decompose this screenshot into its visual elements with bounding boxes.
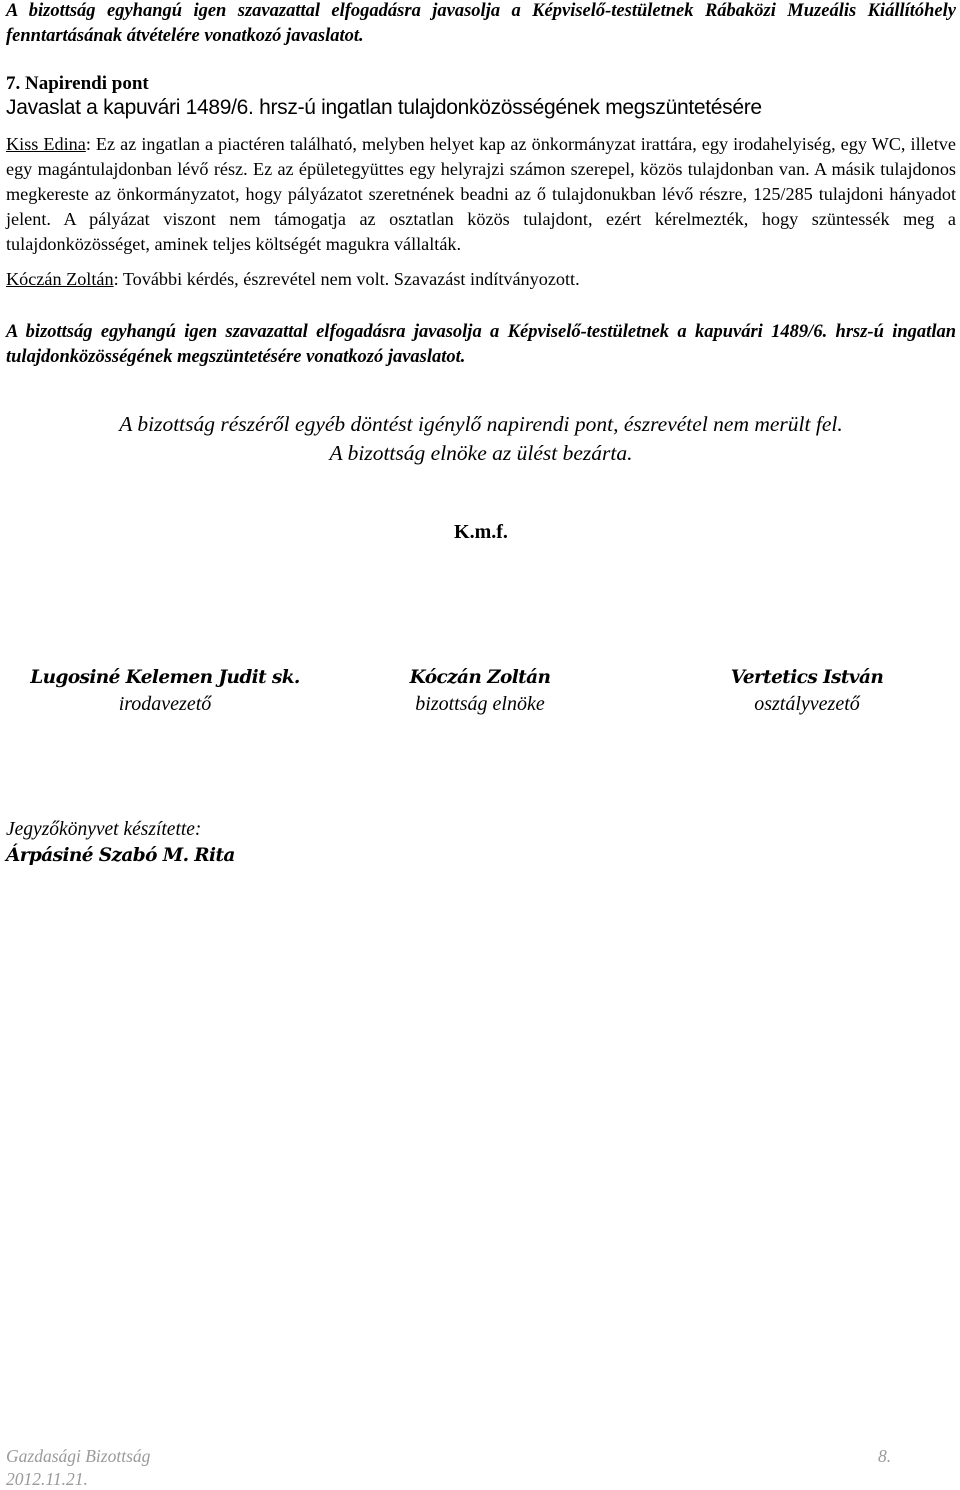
agenda-item-title: Javaslat a kapuvári 1489/6. hrsz-ú ingatlan tulajdonközösségének megszüntetésére [6,96,762,119]
footer-date: 2012.11.21. [6,1469,88,1489]
speaker-text: : Ez az ingatlan a piactéren található, melyben helyet kap az önkormányzat irattára, egy irodahelyiség, egy WC, illetve egy magántulajdonban lévő rész. Ez az épületegyüttes egy helyrajzi számon szerepel, közös tulajdonban van. A másik tulajdonos megkereste az önkormányzatot, hogy pályázatot szeretnének beadni az ő tulajdonukban lévő részre, 125/285 tulajdoni hányadot jelent. A pályázat viszont nem támogatja az osztatlan közös tulajdont, ezért kérelmezték, hogy szüntessék meg a tulajdonközösséget, aminek teljes költségét magukra vállalták. [6,134,956,254]
signatory-role: irodavezető [118,693,212,715]
closing-line-2: A bizottság elnöke az ülést bezárta. [329,441,633,465]
signature-2 [345,666,615,718]
closing-line-1: A bizottság részéről egyéb döntést igénylő napirendi pont, észrevétel nem merült fel. [119,412,843,436]
recorder-label: Jegyzőkönyvet készítette: [6,819,202,840]
speaker-paragraph-2 [6,267,956,292]
footer-page-number: 8. [878,1446,892,1466]
speaker-name: Kiss Edina [6,134,86,154]
speaker-name: Kóczán Zoltán [6,269,114,289]
speaker-text: : További kérdés, észrevétel nem volt. Szavazást indítványozott. [113,269,580,289]
document-page [6,0,956,544]
speaker-paragraph-1 [6,132,956,257]
signatory-role: bizottság elnöke [415,693,545,715]
signatory-role: osztályvezető [754,693,860,715]
previous-recommendation: A bizottság egyhangú igen szavazattal elfogadásra javasolja a Képviselő-testületnek Rábaközi Muzeális Kiállítóhely fenntartásának átvételére vonatkozó javaslatot. [6,1,956,46]
signature-1 [30,666,300,718]
closing-block [6,410,956,468]
signature-3 [672,666,942,718]
agenda-item-number: 7. Napirendi pont [6,73,149,94]
signatory-name: Vertetics István [730,667,884,688]
recorder-block [6,818,235,870]
signatory-name: Lugosiné Kelemen Judit sk. [30,667,300,688]
signatory-name: Kóczán Zoltán [409,667,551,688]
kmf-label: K.m.f. [454,521,508,543]
recorder-name: Árpásiné Szabó M. Rita [6,845,235,866]
footer-committee: Gazdasági Bizottság [6,1446,151,1466]
recommendation: A bizottság egyhangú igen szavazattal elfogadásra javasolja a Képviselő-testületnek a kapuvári 1489/6. hrsz-ú ingatlan tulajdonközösségének megszüntetésére vonatkozó javaslatot. [6,322,956,367]
